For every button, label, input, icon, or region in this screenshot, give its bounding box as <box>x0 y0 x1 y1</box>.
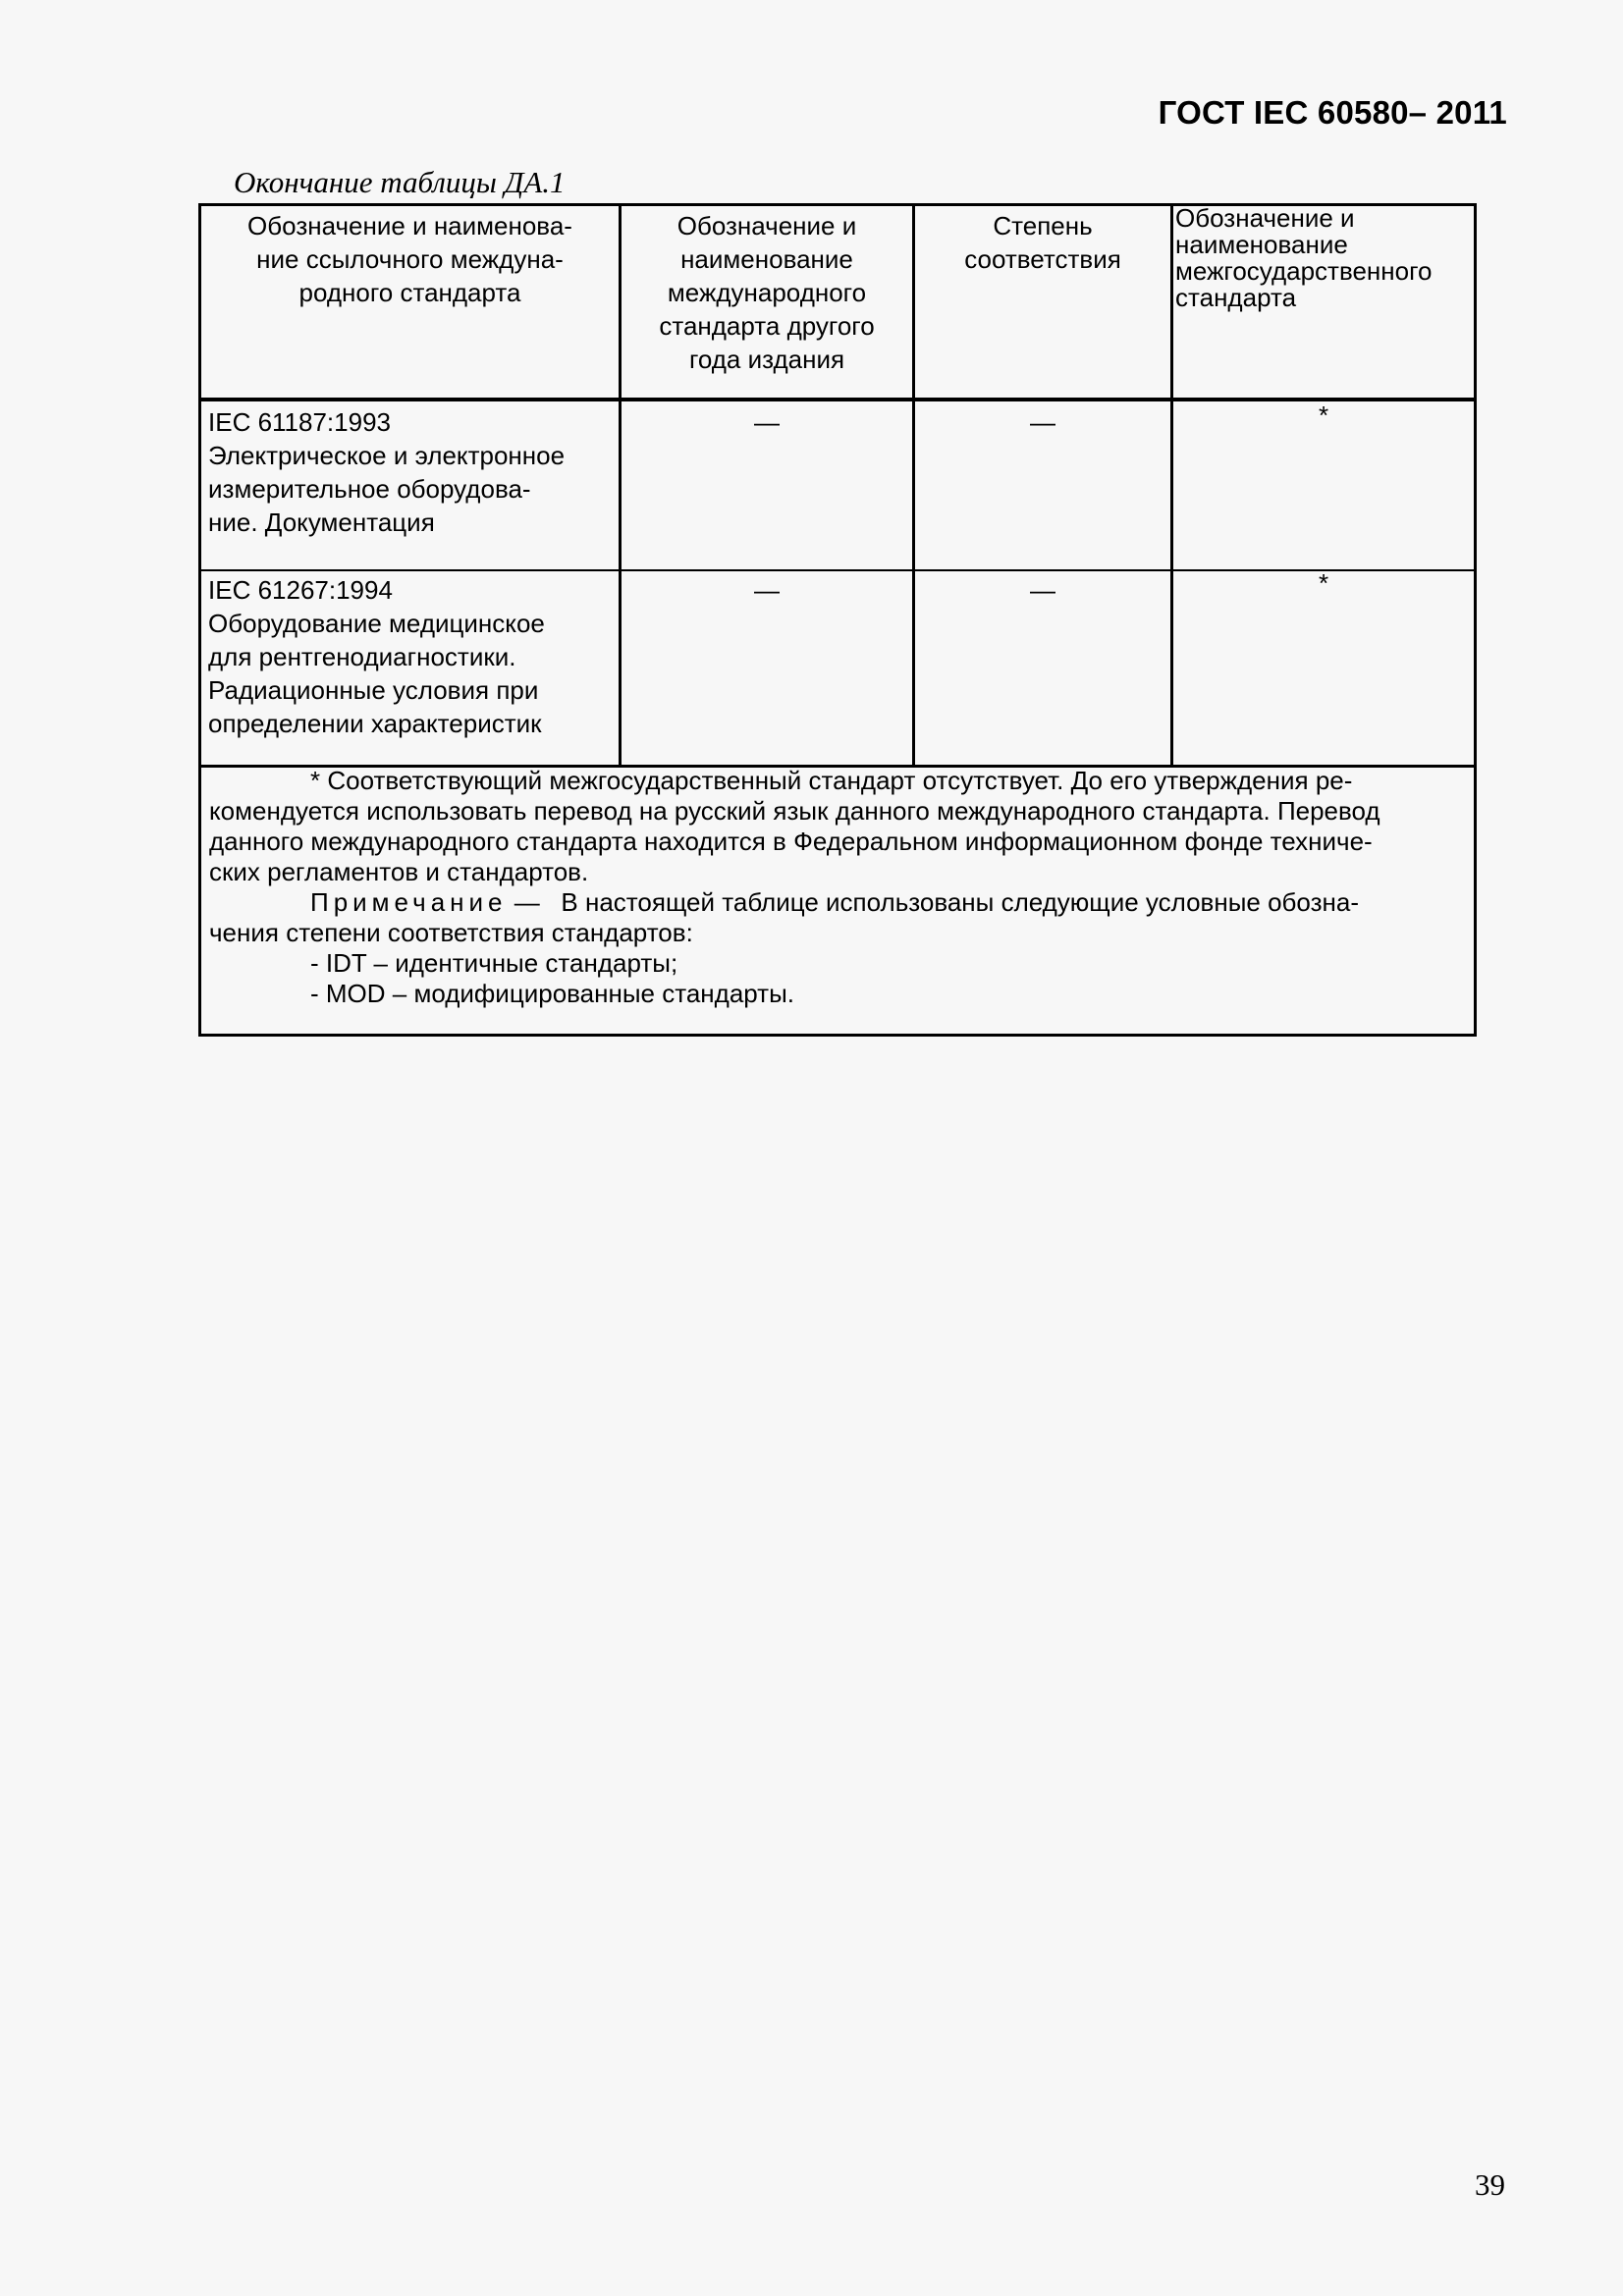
header-line: стандарта другого <box>659 311 875 341</box>
header-line: года издания <box>688 345 845 374</box>
document-header: ГОСТ IEC 60580– 2011 <box>1158 94 1507 131</box>
note-line <box>209 887 1466 918</box>
row-2-other-year: — <box>754 575 780 605</box>
header-line: наименование <box>1175 230 1348 259</box>
header-line: наименование <box>680 244 853 274</box>
header-line: соответствия <box>964 244 1121 274</box>
note-item: - IDT – идентичные стандарты; <box>310 948 678 978</box>
table-caption: Окончание таблицы ДА.1 <box>234 165 566 199</box>
column-divider <box>912 206 915 768</box>
designation-line: Оборудование медицинское <box>208 609 545 638</box>
note-line: чения степени соответствия стандартов: <box>209 918 693 947</box>
header-line: Обозначение и наименова- <box>247 211 572 240</box>
correspondence-table <box>198 203 1477 1037</box>
header-line: международного <box>667 278 867 307</box>
header-line: ние ссылочного междуна- <box>256 244 564 274</box>
footnote-line: комендуется использовать перевод на русский язык данного международного стандарта. Перевод <box>209 796 1380 826</box>
footnote-line: данного международного стандарта находится в Федеральном информационном фонде техниче- <box>209 827 1373 856</box>
header-cell-interstate-standard <box>1175 205 1475 311</box>
header-cell-reference-standard <box>201 209 619 309</box>
header-line: Обозначение и <box>676 211 857 240</box>
header-line: стандарта <box>1175 283 1297 312</box>
row-1-other-year: — <box>754 407 780 437</box>
header-line: Степень <box>993 211 1093 240</box>
designation-line: Электрическое и электронное <box>208 441 566 470</box>
note-label: Примечание <box>310 887 508 917</box>
designation-line: для рентгенодиагностики. <box>208 642 516 671</box>
header-line: межгосударственного <box>1175 256 1433 286</box>
header-cell-other-year-standard <box>622 209 912 376</box>
designation-line: ние. Документация <box>208 507 435 537</box>
designation-line: Радиационные условия при <box>208 675 539 705</box>
table-footnote <box>209 766 1466 1009</box>
designation-line: IEC 61187:1993 <box>208 407 391 437</box>
row-2-degree: — <box>1030 575 1055 605</box>
note-dash: — <box>507 887 562 917</box>
note-text: В настоящей таблице использованы следующие условные обозна- <box>561 887 1359 917</box>
page-number: 39 <box>1475 2167 1505 2202</box>
row-2-interstate: * <box>1318 568 1329 598</box>
row-1-degree: — <box>1030 407 1055 437</box>
row-2-designation <box>208 573 616 740</box>
row-1-interstate: * <box>1318 400 1329 430</box>
column-divider <box>1170 206 1173 768</box>
row-1-designation <box>208 405 616 539</box>
header-cell-degree <box>915 209 1170 276</box>
header-line: родного стандарта <box>298 278 521 307</box>
designation-line: определении характеристик <box>208 709 542 738</box>
footnote-line: ских регламентов и стандартов. <box>209 857 589 886</box>
designation-line: измерительное оборудова- <box>208 474 531 504</box>
designation-line: IEC 61267:1994 <box>208 575 393 605</box>
footnote-line: * Соответствующий межгосударственный стандарт отсутствует. До его утверждения ре- <box>310 766 1353 795</box>
header-line: Обозначение и <box>1175 203 1355 233</box>
note-item: - MOD – модифицированные стандарты. <box>310 979 794 1008</box>
